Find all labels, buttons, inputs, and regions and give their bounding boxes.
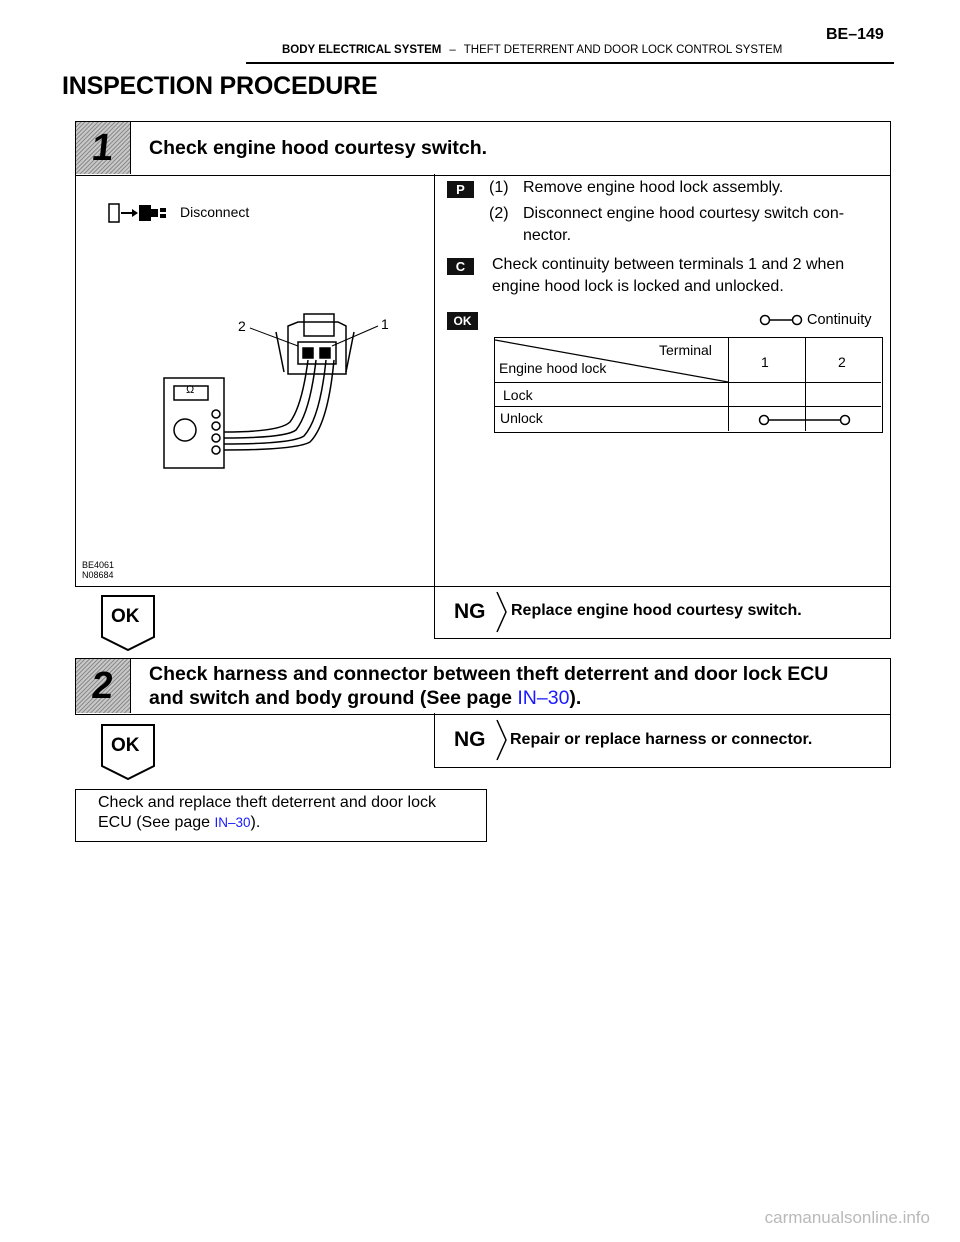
step1-title: Check engine hood courtesy switch. — [149, 137, 488, 159]
ng-chevron — [496, 719, 508, 761]
figure-code — [82, 560, 114, 580]
table-hline-2 — [495, 406, 881, 407]
step1-ng-box — [434, 585, 891, 639]
step2-header — [75, 658, 891, 715]
figure-divider — [434, 174, 435, 586]
continuity-symbol — [758, 313, 804, 327]
figure-code-1: BE4061 — [82, 560, 115, 570]
terminal-2-label: 2 — [238, 318, 246, 334]
step2-ng-action: Repair or replace harness or connector. — [510, 731, 813, 748]
check-text-line2: engine hood lock is locked and unlocked. — [492, 278, 784, 295]
disconnect-icon — [109, 204, 166, 222]
step1-ng-label: NG — [454, 600, 486, 623]
page-title: INSPECTION PROCEDURE — [62, 72, 378, 100]
step1-header — [75, 121, 891, 176]
step1-number: 1 — [90, 126, 116, 169]
step2-ng-box — [434, 713, 891, 768]
prep-item-text: Remove engine hood lock assembly. — [523, 179, 784, 196]
continuity-table — [494, 337, 883, 433]
final-action-line1: Check and replace theft deterrent and door lock — [98, 794, 436, 811]
final-action-line2-end: ). — [250, 814, 261, 831]
watermark: carmanualsonline.info — [764, 1208, 930, 1227]
step2-page-link[interactable]: IN–30 — [517, 687, 570, 709]
prep-item-text-line2: nector. — [523, 227, 572, 244]
continuity-legend — [758, 312, 871, 328]
continuity-legend-label: Continuity — [807, 312, 872, 328]
final-action-text — [98, 793, 478, 833]
connector-illustration — [76, 174, 434, 586]
step1-ok-label: OK — [111, 606, 140, 627]
step2-ng-label: NG — [454, 728, 486, 751]
section-name: BODY ELECTRICAL SYSTEM — [282, 44, 442, 56]
ng-chevron — [496, 591, 508, 633]
meter-ohm-symbol: Ω — [186, 384, 195, 396]
step1-content — [75, 174, 891, 587]
page-number: BE–149 — [826, 26, 884, 43]
prep-item — [489, 203, 889, 247]
check-text-line1: Check continuity between terminals 1 and 2 when — [492, 256, 845, 273]
subsection-name: THEFT DETERRENT AND DOOR LOCK CONTROL SYSTEM — [463, 44, 783, 56]
prep-item-num: (1) — [489, 179, 509, 196]
step1-number-box — [76, 122, 131, 174]
final-action-box — [75, 789, 487, 842]
step1-ng-action: Replace engine hood courtesy switch. — [511, 602, 802, 619]
step2-title-line2-text: and switch and body ground (See page — [149, 687, 518, 709]
callout-1 — [332, 326, 378, 346]
row-lock-label: Lock — [503, 387, 533, 403]
step2-number-box — [76, 659, 131, 713]
unlock-continuity-mark — [757, 413, 857, 427]
prep-item-num: (2) — [489, 205, 509, 222]
header-separator: – — [449, 44, 456, 56]
running-header — [282, 44, 782, 56]
col-header-1: 1 — [761, 354, 769, 370]
final-action-line2 — [98, 813, 478, 833]
ok-result-badge: OK — [447, 312, 478, 330]
step2-number: 2 — [90, 664, 116, 707]
prep-item — [489, 177, 889, 199]
check-badge: C — [447, 258, 474, 275]
step2-ok-label: OK — [111, 735, 140, 756]
prep-badge: P — [447, 181, 474, 198]
row-unlock-label: Unlock — [500, 410, 543, 426]
final-page-link[interactable]: IN–30 — [214, 815, 251, 830]
prep-list — [489, 177, 889, 247]
col-header-2: 2 — [838, 354, 846, 370]
step2-title-line2 — [149, 686, 889, 710]
header-engine-hood-lock: Engine hood lock — [499, 360, 607, 376]
step2-title-line1: Check harness and connector between theft deterrent and door lock ECU — [149, 663, 829, 685]
figure-code-2: N08684 — [82, 570, 114, 580]
header-terminal: Terminal — [659, 342, 712, 358]
step2-title — [149, 662, 889, 710]
disconnect-label: Disconnect — [180, 204, 250, 220]
header-rule — [246, 62, 894, 64]
check-text — [492, 254, 892, 298]
final-action-line2-text: ECU (See page — [98, 814, 215, 831]
callout-2 — [250, 328, 298, 346]
prep-item-text-line1: Disconnect engine hood courtesy switch con- — [523, 205, 845, 222]
terminal-1-label: 1 — [381, 316, 389, 332]
prep-item-text — [523, 203, 844, 247]
step2-title-line2-end: ). — [569, 687, 582, 709]
